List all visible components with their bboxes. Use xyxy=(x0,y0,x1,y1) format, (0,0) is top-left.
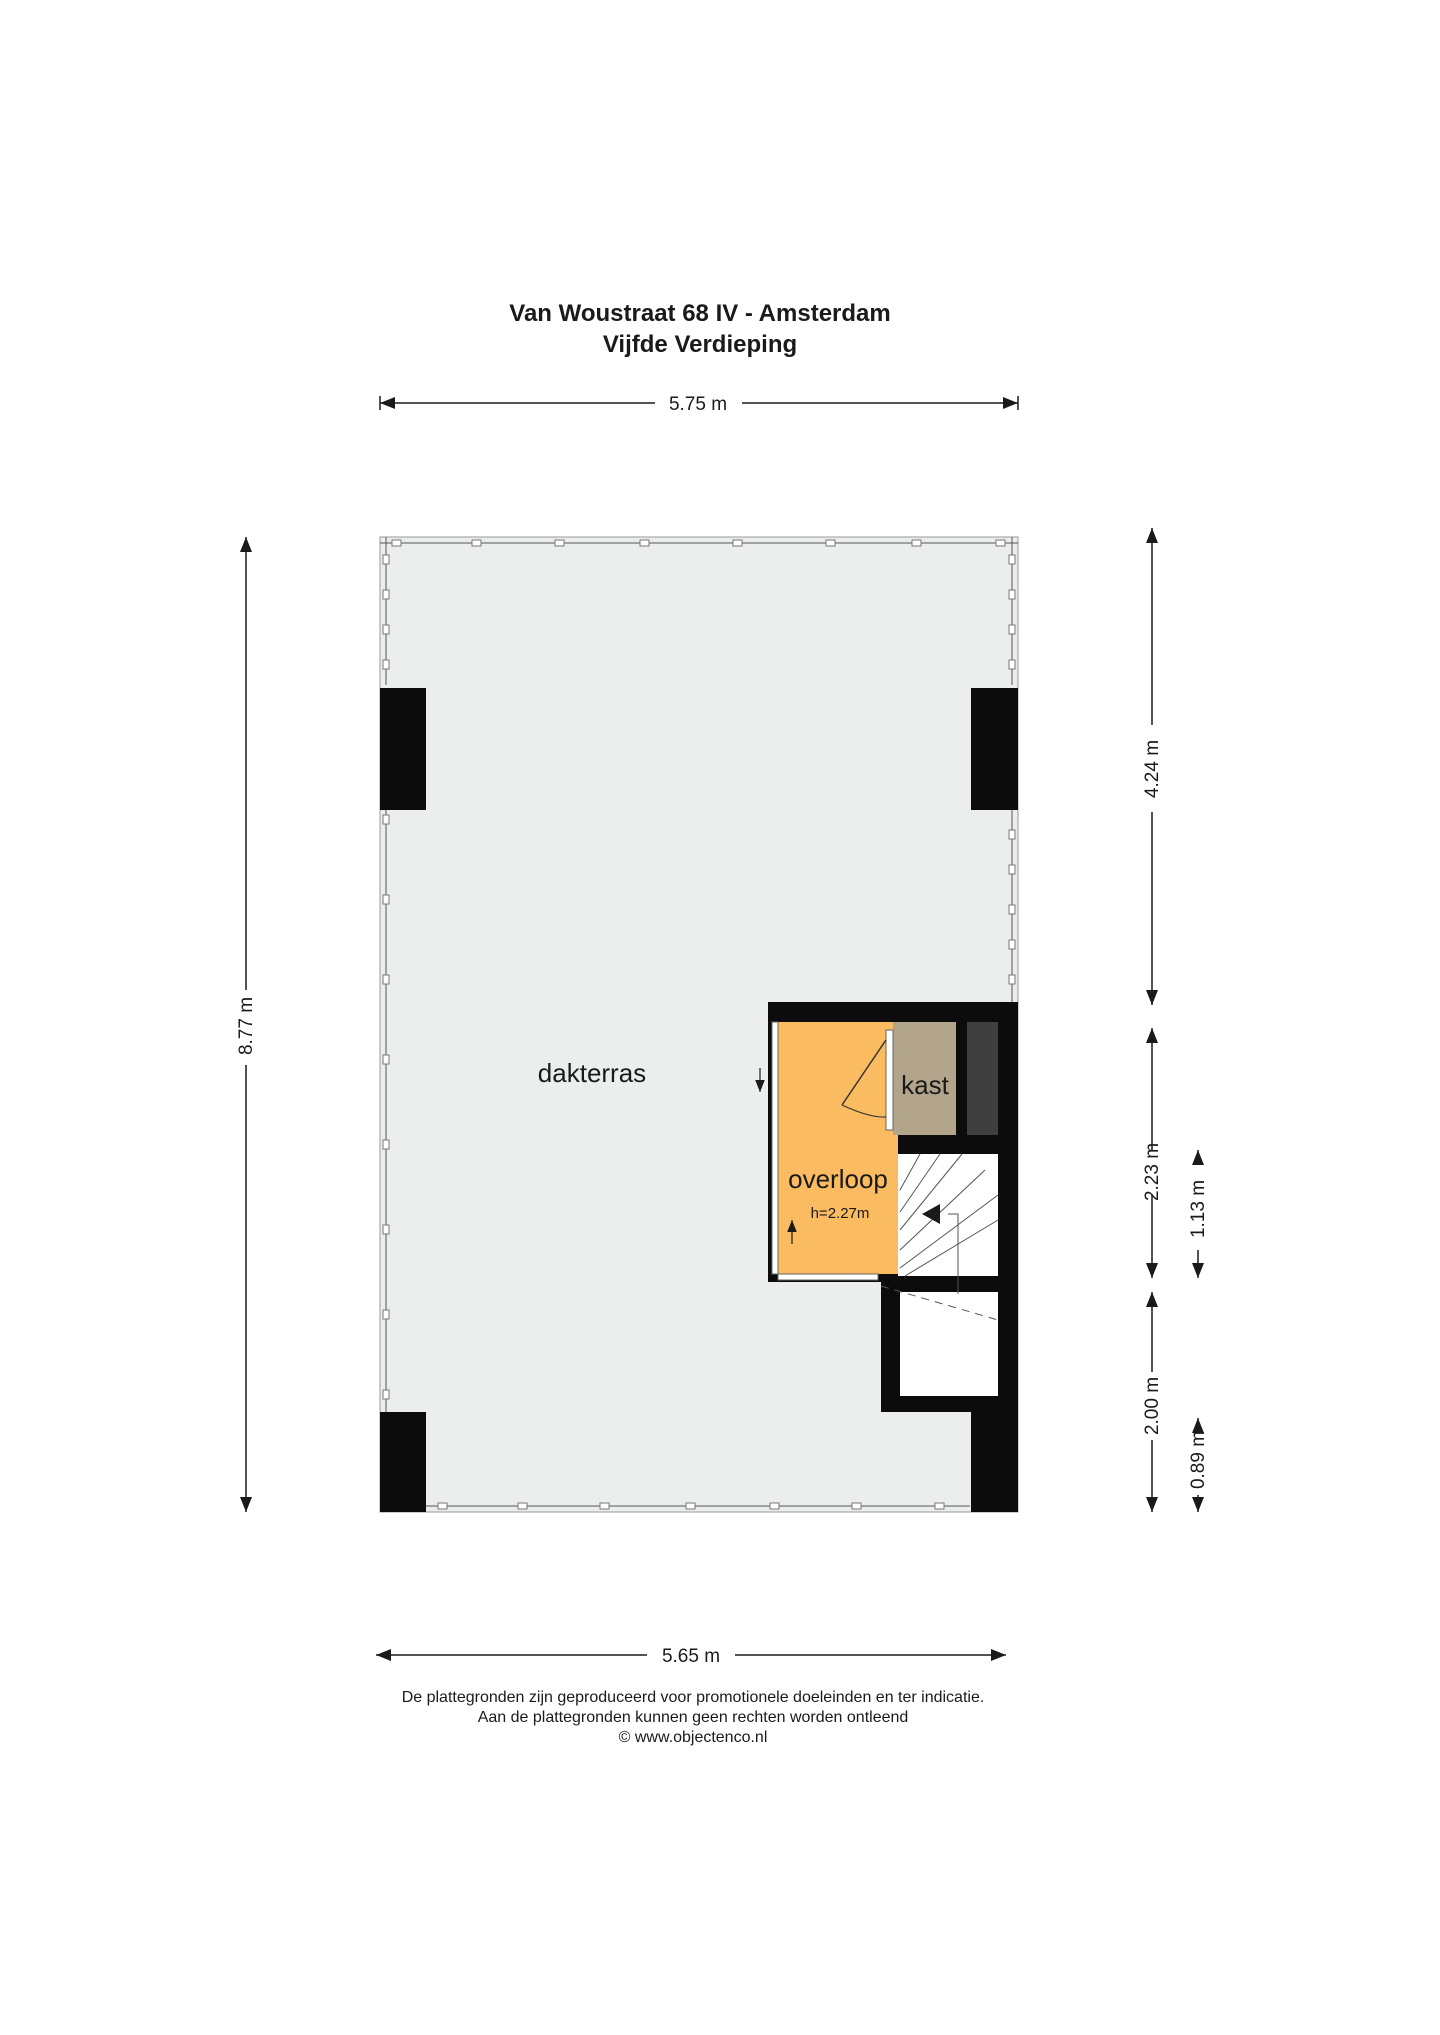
wall-block-top-left xyxy=(380,688,426,810)
dimension-top xyxy=(380,394,1018,415)
landing-glass-bottom xyxy=(778,1274,878,1280)
dimension-right xyxy=(1142,528,1209,1512)
dimension-right-bottom-label: 0.89 m xyxy=(1188,1430,1209,1490)
dimension-stair-label: 1.13 m xyxy=(1188,1179,1209,1239)
dimension-right-lower-label: 2.00 m xyxy=(1142,1376,1163,1436)
room-label-closet: kast xyxy=(901,1070,949,1100)
dimension-right-upper-label: 4.24 m xyxy=(1142,739,1163,799)
page-subtitle: Vijfde Verdieping xyxy=(602,331,798,358)
footer-copyright: © www.objectenco.nl xyxy=(618,1729,768,1746)
landing-floor xyxy=(778,1022,898,1274)
dimension-left-label: 8.77 m xyxy=(236,996,257,1056)
dimension-bottom xyxy=(376,1646,1006,1667)
stair-lower-floor xyxy=(900,1292,998,1396)
closet-dark-cabinet xyxy=(967,1022,998,1135)
room-label-landing: overloop xyxy=(788,1164,888,1194)
wall-block-bottom-left xyxy=(380,1412,426,1512)
page-title: Van Woustraat 68 IV - Amsterdam xyxy=(509,300,891,327)
dimension-left xyxy=(236,537,257,1512)
footer-disclaimer-2: Aan de plattegronden kunnen geen rechten worden ontleend xyxy=(477,1709,909,1726)
footer-disclaimer-1: De plattegronden zijn geproduceerd voor promotionele doeleinden en ter indicatie. xyxy=(401,1689,985,1706)
landing-glass-wall xyxy=(772,1022,778,1274)
room-label-terrace: dakterras xyxy=(537,1058,647,1088)
dimension-top-label: 5.75 m xyxy=(668,394,728,415)
room-height-landing: h=2.27m xyxy=(810,1205,870,1222)
dimension-bottom-label: 5.65 m xyxy=(661,1646,721,1667)
wall-block-top-right xyxy=(971,688,1018,810)
dimension-right-middle-label: 2.23 m xyxy=(1142,1142,1163,1202)
